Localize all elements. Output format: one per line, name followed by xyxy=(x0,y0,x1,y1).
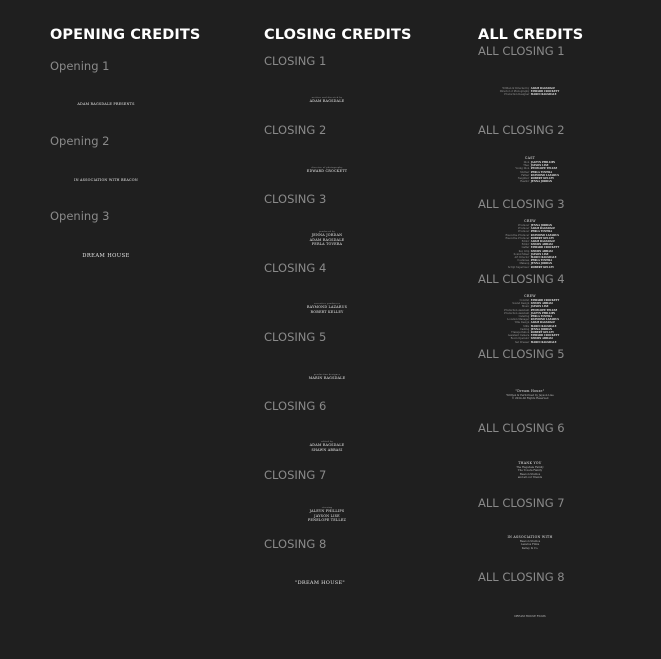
closing-3-name-3: PERLA TOVERA xyxy=(311,242,343,247)
credit-role: Producer xyxy=(518,224,530,227)
all-closing-6-label[interactable]: ALL CLOSING 6 xyxy=(478,421,565,435)
credit-name: EDWARD CROCKETT xyxy=(530,246,560,250)
credit-name: SHAWN ABBASI xyxy=(530,302,553,306)
credit-note: DREAM HOUSE FILMS xyxy=(514,615,546,618)
credit-name: EDWARD CROCKETT xyxy=(530,334,560,338)
credit-role: Executive Producer xyxy=(505,236,530,240)
credit-role: Assistant Camera xyxy=(507,334,530,338)
all-closing-8-label[interactable]: ALL CLOSING 8 xyxy=(478,570,565,584)
credit-role: Art Director xyxy=(514,256,530,260)
credit-role: Casting xyxy=(519,327,530,331)
credit-role: Music xyxy=(521,305,530,309)
closing-8-frame xyxy=(250,580,390,586)
all-closing-8-frame xyxy=(460,615,600,618)
credit-name: PERLA TOVERA xyxy=(530,259,553,263)
credit-role: Makeup xyxy=(519,262,530,266)
credit-name: MARIN RAGSDALE xyxy=(530,93,557,97)
credit-name: ADAM RAGSDALE xyxy=(530,240,556,244)
credit-role: Executive Producer xyxy=(505,233,530,237)
closing-7-name-3: PENELOPE TELLEZ xyxy=(307,518,347,523)
all-closing-3-frame xyxy=(460,219,600,269)
all-closing-2-heading: CAST xyxy=(524,156,536,160)
credit-role: Production Assistant xyxy=(504,311,530,315)
closing-1-label[interactable]: CLOSING 1 xyxy=(264,54,327,68)
credit-name: MARIN RAGSDALE xyxy=(530,324,557,328)
all-closing-3-label[interactable]: ALL CLOSING 3 xyxy=(478,197,565,211)
credit-name: EDWARD CROCKETT xyxy=(530,299,560,302)
credit-role: Written & Directed by xyxy=(502,87,530,90)
all-closing-7-frame xyxy=(460,535,600,550)
all-closing-4-label[interactable]: ALL CLOSING 4 xyxy=(478,272,565,286)
all-closing-5-label[interactable]: ALL CLOSING 5 xyxy=(478,347,565,361)
closing-2-name: EDWARD CROCKETT xyxy=(306,169,348,173)
closing-6-role: edited by xyxy=(320,440,334,443)
closing-7-label[interactable]: CLOSING 7 xyxy=(264,468,327,482)
credit-role: Key Grip xyxy=(518,249,530,253)
credit-name: ROBERT KELLEY xyxy=(530,331,555,335)
credit-name: MARIN RAGSDALE xyxy=(530,340,557,344)
closing-5-frame xyxy=(257,373,397,381)
closing-5-name: MARIN RAGSDALE xyxy=(308,376,346,380)
credit-role: Editor xyxy=(521,243,530,247)
credit-role: Stills xyxy=(523,324,530,328)
closing-8-title: "DREAM HOUSE" xyxy=(295,580,345,586)
credit-name: PERLA TOVERA xyxy=(530,170,553,174)
credit-role: Neighbor xyxy=(517,177,530,181)
opening-credits-title: OPENING CREDITS xyxy=(50,27,201,43)
credit-name: PERLA TOVERA xyxy=(530,315,553,319)
credit-name: RAYMOND LAZARUS xyxy=(530,233,559,237)
closing-3-label[interactable]: CLOSING 3 xyxy=(264,192,327,206)
credit-role: Sound Mixer xyxy=(513,252,530,256)
credit-role: Director of Photography xyxy=(499,90,530,94)
credit-name: JENNA JORDAN xyxy=(530,262,553,266)
opening-2-frame xyxy=(36,178,176,183)
opening-1-frame xyxy=(36,102,176,107)
closing-3-role: produced by xyxy=(318,230,336,233)
credit-role: Editor xyxy=(521,240,530,244)
credit-name: JAYSON LISE xyxy=(530,305,549,309)
credit-row xyxy=(460,341,600,344)
credit-name: ROBERT KELLEY xyxy=(530,177,555,181)
credit-name: JALEYN PHILLIPS xyxy=(530,311,556,315)
opening-1-label[interactable]: Opening 1 xyxy=(50,59,110,73)
credit-row xyxy=(460,266,600,269)
credit-name: ADAM RAGSDALE xyxy=(530,227,556,231)
credit-name: SHAWN ABBASI xyxy=(530,249,553,253)
credit-note: Beacon Studios xyxy=(519,540,541,543)
credit-role: Dion xyxy=(523,161,530,164)
closing-1-role: written and directed by xyxy=(311,96,343,99)
credit-name: ROBERT KELLEY xyxy=(530,236,555,240)
closing-1-frame xyxy=(257,96,397,104)
all-closing-7-heading: IN ASSOCIATION WITH xyxy=(507,535,553,539)
all-credits-title: ALL CREDITS xyxy=(478,27,584,43)
credit-name: MARIN RAGSDALE xyxy=(530,256,557,260)
credit-note: and all our friends xyxy=(517,476,543,480)
closing-7-role: starring xyxy=(321,506,333,509)
closing-4-name-1: RAYMOND LAZARUS xyxy=(306,305,348,309)
all-closing-6-frame xyxy=(460,461,600,480)
closing-7-name-2: JAYSON LISE xyxy=(314,513,340,518)
credit-note: Beacon Studios xyxy=(519,472,541,476)
opening-2-line: IN ASSOCIATION WITH BEACON xyxy=(74,178,138,182)
all-closing-2-label[interactable]: ALL CLOSING 2 xyxy=(478,123,565,137)
closing-2-label[interactable]: CLOSING 2 xyxy=(264,123,327,137)
credit-role: Script Supervisor xyxy=(507,265,530,269)
closing-6-name-2: SHAWN ABBASI xyxy=(311,447,343,452)
all-closing-5-frame xyxy=(460,389,600,401)
all-closing-1-frame xyxy=(460,87,600,97)
credit-name: EDWARD CROCKETT xyxy=(530,90,560,94)
closing-7-name-1: JALEYN PHILLIPS xyxy=(309,509,345,513)
credit-note: © 2024 All Rights Reserved xyxy=(511,397,549,401)
credit-name: SHAWN ABBASI xyxy=(530,337,553,341)
credit-role: Gaffer xyxy=(521,246,530,250)
closing-credits-title: CLOSING CREDITS xyxy=(264,27,412,43)
credit-role: Production Assistant xyxy=(504,308,530,312)
credit-role: Producer xyxy=(518,230,530,234)
credit-role: Producer xyxy=(518,227,530,231)
credit-role: Location Manager xyxy=(507,318,530,322)
closing-1-name: ADAM RAGSDALE xyxy=(309,99,345,103)
opening-3-label[interactable]: Opening 3 xyxy=(50,209,110,223)
credit-name: ADAM RAGSDALE xyxy=(530,321,556,325)
closing-5-label[interactable]: CLOSING 5 xyxy=(264,330,327,344)
credit-name: ROBERT KELLEY xyxy=(530,265,555,269)
credit-role: Production Designer xyxy=(504,93,530,97)
credit-name: JENNA JORDAN xyxy=(530,224,553,227)
credit-name: JAYSON LISE xyxy=(530,164,549,168)
closing-2-role: director of photography xyxy=(311,166,343,169)
credit-role: Father xyxy=(521,173,530,177)
credit-name: SHAWN ABBASI xyxy=(530,243,553,247)
credit-role: Colorist xyxy=(519,299,530,302)
credit-note: Written & Performed by Jayson Lise xyxy=(506,394,554,397)
credit-role: Costumes xyxy=(517,259,530,263)
opening-2-label[interactable]: Opening 2 xyxy=(50,134,110,148)
closing-3-frame xyxy=(257,230,397,247)
closing-4-frame xyxy=(257,302,397,314)
closing-6-frame xyxy=(257,440,397,452)
closing-7-frame xyxy=(257,506,397,523)
opening-3-line: DREAM HOUSE xyxy=(82,253,130,259)
all-closing-4-frame xyxy=(460,294,600,344)
credit-role: Sound Design xyxy=(512,302,530,306)
credit-note: Kelley & Co. xyxy=(521,546,539,550)
credit-note: The Tovera Family xyxy=(517,469,543,473)
closing-4-name-2: ROBERT KELLEY xyxy=(310,309,344,314)
credit-name: PERLA TOVERA xyxy=(530,230,553,234)
all-closing-5-heading: "Dream House" xyxy=(515,389,545,393)
credit-name: PENELOPE TELLEZ xyxy=(530,308,558,312)
credit-name: ADAM RAGSDALE xyxy=(530,87,556,90)
credit-note: Lazarus Films xyxy=(520,543,540,547)
credit-role: Title Design xyxy=(514,321,530,325)
all-closing-3-heading: CREW xyxy=(524,219,536,223)
closing-3-name-2: ADAM RAGSDALE xyxy=(309,237,345,242)
credit-name: PENELOPE TELLEZ xyxy=(530,167,558,171)
closing-8-label[interactable]: CLOSING 8 xyxy=(264,537,327,551)
all-closing-6-heading: THANK YOU xyxy=(518,461,542,465)
all-closing-7-label[interactable]: ALL CLOSING 7 xyxy=(478,496,565,510)
credit-role: Set Dresser xyxy=(514,340,530,344)
credit-role: Catering xyxy=(518,315,530,319)
credit-role: Young Dion xyxy=(515,167,530,171)
closing-6-label[interactable]: CLOSING 6 xyxy=(264,399,327,413)
credit-role: Transportation xyxy=(511,331,530,335)
closing-4-label[interactable]: CLOSING 4 xyxy=(264,261,327,275)
credit-name: RAYMOND LAZARUS xyxy=(530,318,559,322)
closing-3-name-1: JENNA JORDAN xyxy=(311,233,343,237)
closing-6-name-1: ADAM RAGSDALE xyxy=(309,443,345,447)
all-closing-1-label[interactable]: ALL CLOSING 1 xyxy=(478,44,565,58)
closing-4-role: executive producers xyxy=(313,302,341,305)
credit-name: RAYMOND LAZARUS xyxy=(530,173,559,177)
credit-row xyxy=(460,180,600,183)
credit-row xyxy=(460,93,600,96)
credit-name: JENNA JORDAN xyxy=(530,180,553,184)
credit-role: Boom Operator xyxy=(510,337,530,341)
opening-1-line: ADAM RAGSDALE PRESENTS xyxy=(77,102,135,106)
closing-5-role: production designer xyxy=(313,373,341,376)
opening-3-frame xyxy=(36,253,176,259)
credit-role: Mother xyxy=(520,170,530,174)
closing-2-frame xyxy=(257,166,397,174)
all-closing-4-heading: CREW xyxy=(524,294,536,298)
credit-name: JENNA JORDAN xyxy=(530,327,553,331)
credit-note: The Ragsdale Family xyxy=(516,466,544,469)
credit-role: Theo xyxy=(523,164,530,168)
all-closing-2-frame xyxy=(460,156,600,183)
credit-name: JAYSON LISE xyxy=(530,252,549,256)
credit-role: Realtor xyxy=(520,180,530,184)
credit-name: JALEYN PHILLIPS xyxy=(530,161,556,164)
